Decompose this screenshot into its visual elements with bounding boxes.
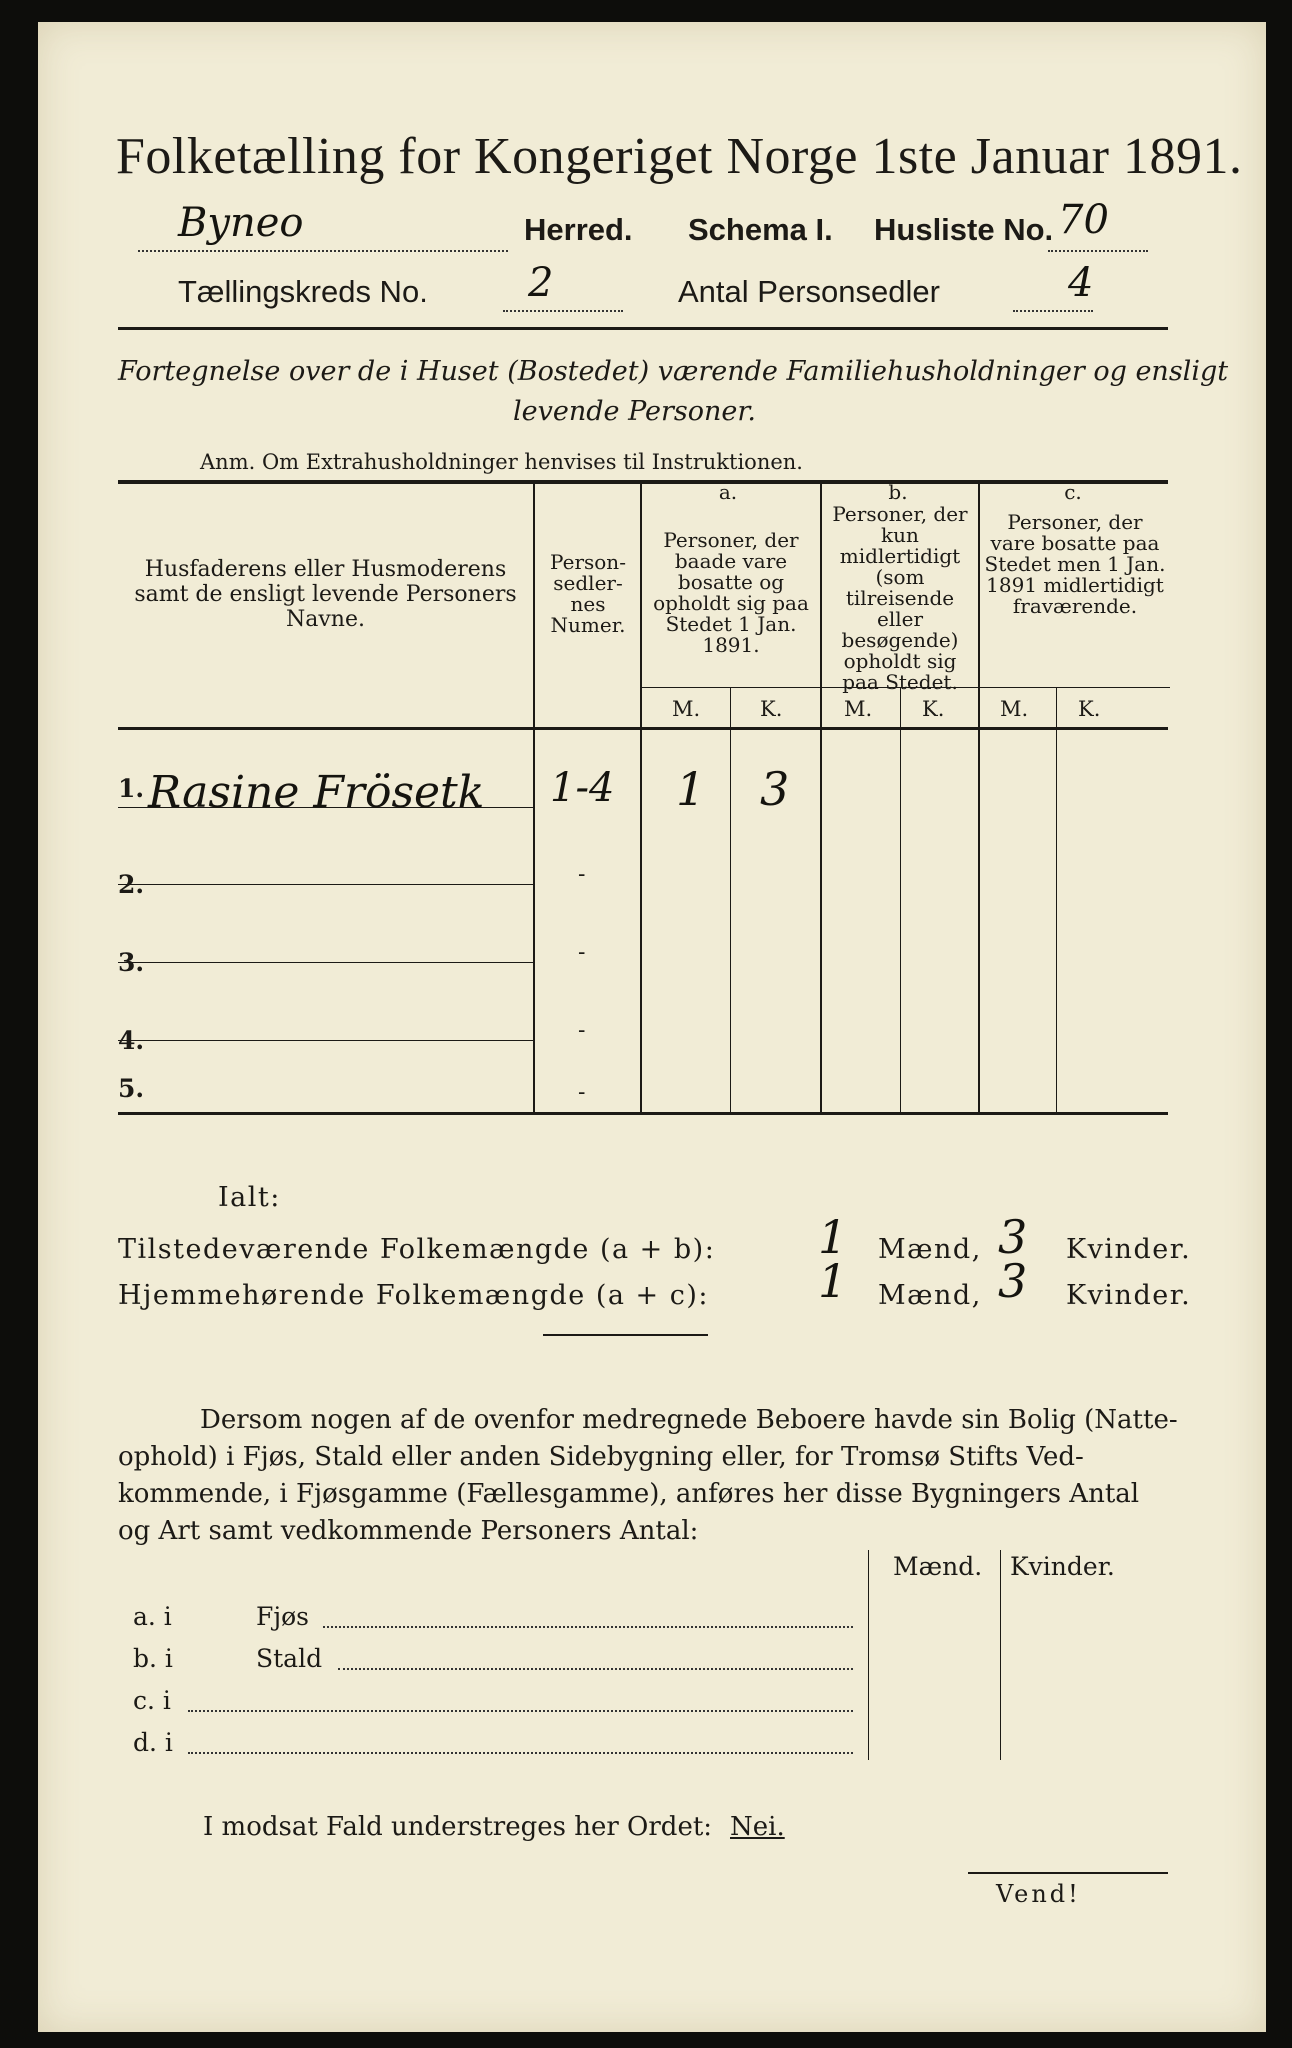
- personsedler-dotted-line: [1013, 310, 1093, 312]
- husliste-value: 70: [1058, 197, 1109, 243]
- col-header-name: Husfaderens eller Husmoderens samt de ensligt levende Personers Navne.: [134, 557, 517, 632]
- buildings-para-line1: Dersom nogen af de ovenfor medregnede Beboere havde sin Bolig (Natte-: [200, 1405, 1178, 1435]
- table-header-bottom-rule: [118, 727, 1168, 730]
- buildings-col-divider-1: [868, 1550, 869, 1760]
- a-mk-divider: [730, 687, 731, 1112]
- a-k-header: K.: [760, 697, 783, 721]
- herred-dotted-line: [138, 250, 508, 252]
- buildings-para-line3: kommende, i Fjøsgamme (Fællesgamme), anføres her disse Bygningers Antal: [118, 1479, 1140, 1509]
- total-resident-label: Hjemmehørende Folkemængde (a + c):: [118, 1280, 709, 1311]
- col-header-num: Person-sedler-nes Numer.: [550, 550, 626, 637]
- row-3-num: 3.: [118, 948, 145, 977]
- row-1-a-k: 3: [760, 762, 790, 816]
- row-1-a-m: 1: [676, 762, 706, 816]
- vend-rule: [968, 1872, 1168, 1874]
- header-rule: [118, 327, 1168, 330]
- husliste-dotted-line: [1048, 250, 1148, 252]
- b-m-header: M.: [844, 697, 873, 721]
- total-resident-men: 1: [818, 1254, 848, 1308]
- col-header-a-letter: a.: [718, 480, 738, 504]
- col-header-a: Personer, der baade vare bosatte og opholdt sig paa Stedet 1 Jan. 1891.: [653, 528, 809, 657]
- personsedler-label: Antal Personsedler: [678, 274, 940, 309]
- separator-rule: [543, 1334, 708, 1336]
- table-bottom-rule: [118, 1112, 1168, 1115]
- building-b-label: b. i: [133, 1644, 173, 1673]
- row3-rule: [118, 962, 533, 963]
- kreds-value: 2: [528, 260, 554, 306]
- annotation-note: Anm. Om Extrahusholdninger henvises til Instruktionen.: [200, 450, 803, 474]
- col-header-b: Personer, der kun midlertidigt (som tilreisende eller besøgende) opholdt sig paa Stedet.: [832, 502, 968, 694]
- row-1-num: 1.: [118, 774, 145, 803]
- building-a-dots: [323, 1626, 853, 1628]
- col-header-c-letter: c.: [1064, 480, 1082, 504]
- row-2-num: 2.: [118, 870, 145, 899]
- ialt-label: Ialt:: [218, 1182, 281, 1213]
- description-line1: Fortegnelse over de i Huset (Bostedet) værende Familiehusholdninger og ensligt: [118, 356, 1229, 387]
- building-d-label: d. i: [133, 1728, 173, 1757]
- col-divider-b: [820, 484, 822, 1114]
- total-present-maend: Mænd,: [878, 1234, 982, 1265]
- buildings-kvinder-header: Kvinder.: [1010, 1552, 1115, 1581]
- total-resident-kvinder: Kvinder.: [1066, 1280, 1192, 1311]
- husliste-label: Husliste No.: [874, 212, 1054, 247]
- total-present-label: Tilstedeværende Folkemængde (a + b):: [118, 1234, 716, 1265]
- a-m-header: M.: [672, 697, 701, 721]
- table-top-rule: [118, 480, 1168, 484]
- col-divider-a: [640, 484, 642, 1114]
- form-title: Folketælling for Kongeriget Norge 1ste Januar 1891.: [116, 128, 1243, 185]
- c-k-header: K.: [1078, 697, 1101, 721]
- building-b-dots: [338, 1668, 853, 1670]
- row-2-persnum: -: [578, 862, 586, 887]
- description-line2: levende Personer.: [513, 396, 756, 427]
- col-divider-num: [533, 484, 535, 1114]
- kreds-label: Tællingskreds No.: [178, 274, 428, 309]
- buildings-para-line4: og Art samt vedkommende Personers Antal:: [118, 1516, 699, 1546]
- col-header-c: Personer, der vare bosatte paa Stedet men 1 Jan. 1891 midlertidigt fraværende.: [984, 510, 1166, 618]
- buildings-para-line2: ophold) i Fjøs, Stald eller anden Sidebygning eller, for Tromsø Stifts Ved-: [118, 1442, 1084, 1472]
- buildings-maend-header: Mænd.: [893, 1552, 983, 1581]
- vend-text: Vend!: [996, 1880, 1081, 1908]
- building-c-label: c. i: [133, 1686, 171, 1715]
- building-a-label: a. i: [133, 1602, 172, 1631]
- c-m-header: M.: [1000, 697, 1029, 721]
- col-divider-c: [978, 484, 980, 1114]
- row4-rule: [118, 1040, 533, 1041]
- personsedler-value: 4: [1068, 260, 1094, 306]
- modsat-text: I modsat Fald understreges her Ordet:: [203, 1812, 713, 1842]
- row-4-num: 4.: [118, 1026, 145, 1055]
- nei-word: Nei.: [730, 1812, 785, 1842]
- building-d-dots: [188, 1752, 853, 1754]
- row-5-persnum: -: [578, 1080, 586, 1105]
- col-header-b-letter: b.: [888, 480, 908, 504]
- schema-label: Schema I.: [688, 212, 833, 247]
- building-b-name: Stald: [256, 1644, 323, 1673]
- row-3-persnum: -: [578, 940, 586, 965]
- row-1-persnum: 1-4: [550, 765, 615, 811]
- total-present-men: 1: [818, 1210, 848, 1264]
- herred-value: Byneo: [178, 200, 304, 246]
- total-resident-maend: Mænd,: [878, 1280, 982, 1311]
- row-5-num: 5.: [118, 1074, 145, 1103]
- kreds-dotted-line: [503, 310, 623, 312]
- herred-label: Herred.: [524, 212, 633, 247]
- c-mk-divider: [1056, 687, 1057, 1112]
- total-present-kvinder: Kvinder.: [1066, 1234, 1192, 1265]
- row2-rule: [118, 884, 533, 885]
- total-present-women: 3: [998, 1210, 1028, 1264]
- buildings-col-divider-2: [1000, 1550, 1001, 1760]
- building-c-dots: [188, 1710, 853, 1712]
- b-k-header: K.: [922, 697, 945, 721]
- row-4-persnum: -: [578, 1018, 586, 1043]
- census-form-sheet: [38, 22, 1266, 2032]
- total-resident-women: 3: [998, 1254, 1028, 1308]
- b-mk-divider: [900, 687, 901, 1112]
- building-a-name: Fjøs: [256, 1602, 309, 1631]
- row-1-name: Rasine Frösetk: [148, 767, 485, 818]
